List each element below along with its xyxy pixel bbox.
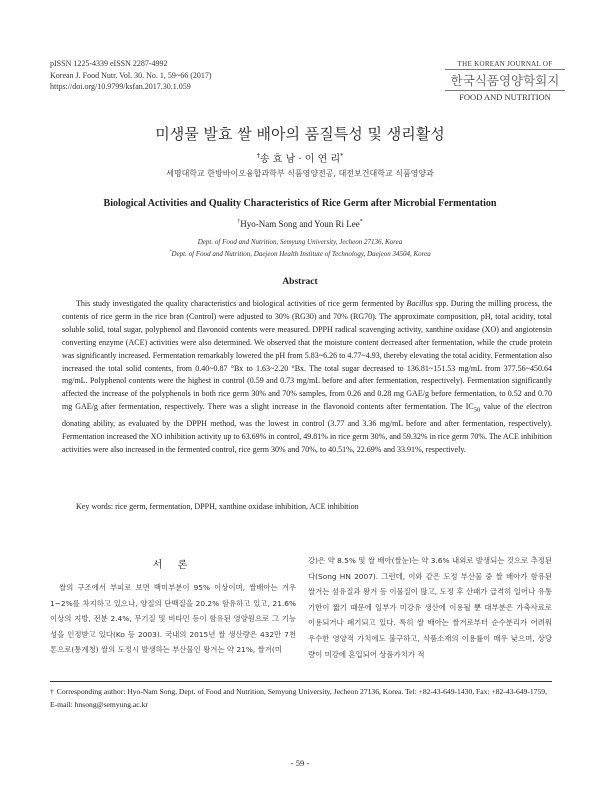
authors-english: Hyo-Nam Song and Youn Ri Lee [240,219,360,229]
affiliation-english-1: Dept. of Food and Nutrition, Semyung University, Jecheon 27136, Korea [197,238,403,246]
page-number: - 59 - [290,758,310,768]
abstract-part-3: value of the electron donating ability, as evaluated by the DPPH method, was the lowest in control (3.77 and 3.36 mg/mL before and after fermentation, respectively). Fermentation increased the XO inhibition activity up to 63.69% in control, 49.81% in rice germ 30%, and 59.32% in rice germ 70%. The ACE inhibition activities were also increased in the fermented control, rice germ 30% and 70%, to 40.51%, 22.69% and 33.91%, respectively. [62,402,552,454]
intro-column-right [308,553,552,662]
abstract-heading: Abstract [282,277,318,287]
footnote-divider [50,681,552,682]
abstract-ic-subscript: 50 [473,406,481,414]
abstract-part-2: spp. During the milling process, the contents of rice germ in the rice bran (Control) were adjusted to 30% (RG30) and 70% (RG70). The approximate composition, pH, total acidity, total soluble solid, total sugar, polyphenol and flavonoid contents were measured. DPPH radical scavenging activity, xanthine oxidase (XO) and angiotensin converting enzyme (ACE) activities were also determined. We observed that the moisture content decreased after fermentation, while the crude protein was significantly increased. Fermentation remarkably lowered the pH from 5.83~6.26 to 4.77~4.93, thereby elevating the total acidity. Fermentation also increased the total solid contents, from 0.40~0.87 °Bx to 1.63~2.20 °Bx. The total sugar decreased to 136.81~151.53 mg/mL from 377.56~450.64 mg/mL. Polyphenol contents were the highest in control (0.59 and 0.73 mg/mL before and after fermentation, respectively). Fermentation significantly affected the increase of the polyphenols in both rice germ 30% and 70% samples, from 0.26 and 0.28 mg GAE/g before fermentation, to 0.52 and 0.70 mg GAE/g after fermentation, respectively. There was a slight increase in the flavonoid contents after fermentation. The IC [62,299,552,412]
corresponding-author-footnote: † Corresponding author: Hyo-Nam Song, Dept. of Food and Nutrition, Semyung University, Jecheon 27136, Korea. Tel: +82-43-649-1430, Fax: +82-43-649-1759, E-mail: hnsong@semyung.ac.kr [50,687,547,709]
citation: Korean J. Food Nutr. Vol. 30. No. 1, 59~66 (2017) [50,70,212,80]
doi-link[interactable]: https://doi.org/10.9799/ksfan.2017.30.1.059 [50,82,191,91]
keywords-text: rice germ, fermentation, DPPH, xanthine oxidase inhibition, ACE inhibition [113,502,359,511]
affiliation-english-2: Dept. of Food and Nutrition, Daejeon Health Institute of Technology, Daejeon 34504, Korea [171,250,431,258]
intro-paragraph-left: 쌀의 구조에서 부피로 보면 백미부분이 95% 이상이며, 쌀배아는 겨우 1~2%를 차지하고 있으나, 양질의 단백질을 20.2% 함유하고 있고, 21.6% 이상의 지방, 전분 2.4%, 무기질 및 비타민 등이 함유된 영양원으로 그 기능성을 인정받고 있다(Ko 등 2003). 국내의 2015년 쌀 생산량은 432만 7천톤으로(통계청) 쌀의 도정시 발생하는 부산물인 왕겨는 약 21%, 쌀겨(미 [50,583,296,655]
keywords-label: Key words: [76,502,114,511]
title-english: Biological Activities and Quality Characteristics of Rice Germ after Microbial Fermentation [103,198,497,209]
section-heading-introduction: 서 론 [152,560,194,571]
authors-korean: 송 효 남 · 이 연 리 [259,154,341,165]
keywords [62,501,552,513]
authors-english-line: †Hyo-Nam Song and Youn Ri Lee* [237,219,363,229]
authors-korean-line: †송 효 남 · 이 연 리* [256,151,344,165]
affiliation-english-2-line: *Dept. of Food and Nutrition, Daejeon Health Institute of Technology, Daejeon 34504, Korea [169,248,431,258]
title-korean: 미생물 발효 쌀 배아의 품질특성 및 생리활성 [155,125,445,143]
publication-meta [50,58,212,93]
abstract-genus: Bacillus [406,299,433,308]
abstract-body [62,298,552,456]
journal-name-top: THE KOREAN JOURNAL OF [457,60,553,68]
journal-name-bottom: FOOD AND NUTRITION [459,92,551,102]
footnote-text: Corresponding author: Hyo-Nam Song, Dept. of Food and Nutrition, Semyung University, Jecheon 27136, Korea. Tel: +82-43-649-1430, Fax: +82-43-649-1759, E-mail: hnsong@semyung.ac.kr [50,687,547,709]
issn: pISSN 1225-4339 eISSN 2287-4992 [50,59,168,68]
abstract-part-1: This study investigated the quality characteristics and biological activities of rice germ fermented by [76,299,407,308]
intro-paragraph-right: 강)은 약 8.5% 및 쌀 배아(쌀눈)는 약 3.6% 내외로 발생되는 것으로 추정된다(Song HN 2007). 그런데, 이와 같은 도정 부산물 중 쌀 배아가 함유된 쌀겨는 섬유질과 왕겨 등 이물질이 많고, 도정 후 산패가 급격히 일어나 유통기한이 짧기 때문에 일부가 미강유 생산에 이용될 뿐 대부분은 가축사료로 이용되거나 폐기되고 있다. 특히 쌀 배아는 쌀겨로부터 순수분리가 어려워 우수한 영양적 가치에도 불구하고, 식품소재의 이용률이 매우 낮으며, 상당량이 미강에 혼입되어 상품가치가 적 [308,556,552,659]
journal-name-korean: 한국식품영양학회지 [450,73,560,88]
affiliation-korean: 세명대학교 한방바이오융합과학부 식품영양전공, 대전보건대학교 식품영양과 [166,169,434,178]
journal-logo [445,60,565,102]
intro-column-left [50,580,296,658]
